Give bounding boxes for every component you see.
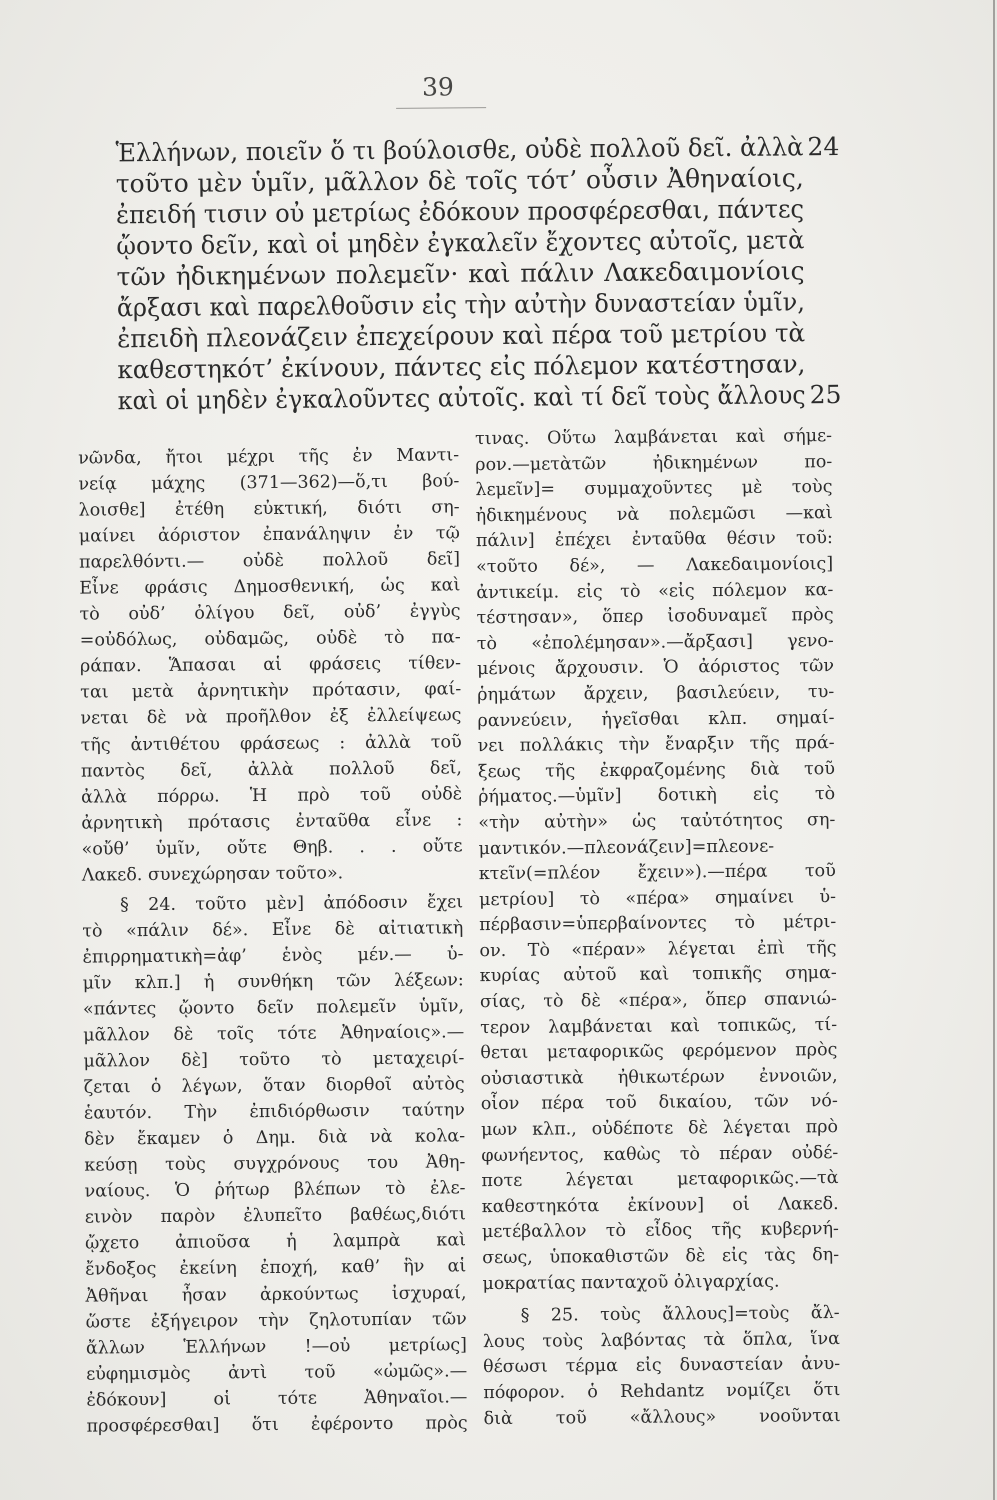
main-text-line-text: ἄρξασι καὶ παρελθοῦσιν εἰς τὴν αὐτὴν δυναστείαν ὑμῖν,: [116, 287, 805, 323]
commentary-line: ἐπιρρηματικὴ=ἀφ’ ἑνὸς μέν.— ὑ-: [82, 944, 464, 968]
commentary-line: μοκρατίας πανταχοῦ ὀλιγαρχίας.: [482, 1271, 780, 1294]
commentary-line: μαντικόν.—πλεονάζειν]=πλεονε-: [478, 836, 775, 859]
commentary-line: λεμεῖν]= συμμαχοῦντες μὲ τοὺς: [475, 477, 833, 501]
commentary-line: τὸ οὐδ’ ὀλίγου δεῖ, οὐδ’ ἐγγὺς: [79, 601, 461, 625]
commentary-line: κεύσῃ τοὺς συγχρόνους του Ἀθη-: [84, 1152, 466, 1176]
commentary-line: «πάντες ᾤοντο δεῖν πολεμεῖν ὑμῖν,: [82, 996, 465, 1020]
commentary-line: ζεται ὁ λέγων, ὅταν διορθοῖ αὐτὸς: [83, 1074, 465, 1098]
commentary-line: μετρίου] τὸ «πέρα» σημαίνει ὑ-: [478, 886, 837, 910]
commentary-line: ρον.—μετὰτῶν ἠδικημένων πο-: [475, 451, 833, 475]
commentary-line: ἀρνητικὴ πρότασις ἐνταῦθα εἶνε :: [81, 809, 463, 834]
commentary-line: πόφορον. ὁ Rehdantz νομίζει ὅτι: [483, 1380, 841, 1404]
commentary-line: ἠδικημένους νὰ πολεμῶσι —καὶ: [475, 502, 833, 526]
commentary-line: ται μετὰ ἀρνητικὴν πρότασιν, φαί-: [80, 679, 462, 704]
commentary-line: τῆς ἀντιθέτου φράσεως : ἀλλὰ τοῦ: [80, 731, 462, 756]
main-text: [115, 131, 842, 416]
commentary-line: ποτε λέγεται μεταφορικῶς.—τὰ: [481, 1168, 839, 1192]
commentary-line: Ἀθῆναι ἦσαν ἀρκούντως ἰσχυραί,: [85, 1282, 467, 1307]
commentary-line: ραννεύειν, ἡγεῖσθαι κλπ. σημαί-: [477, 707, 835, 731]
commentary-right-column: [475, 424, 841, 1432]
commentary-line: ἑαυτόν. Τὴν ἐπιδιόρθωσιν ταύτην: [83, 1100, 465, 1124]
commentary-line: ἀντικείμ. εἰς τὸ «εἰς πόλεμον κα-: [476, 579, 834, 603]
commentary-line: θεται μεταφορικῶς φερόμενον πρὸς: [480, 1040, 838, 1064]
commentary-line: =οὐδόλως, οὐδαμῶς, οὐδὲ τὸ πα-: [79, 627, 461, 651]
commentary-line: § 24. τοῦτο μὲν] ἀπόδοσιν ἔχει: [119, 892, 464, 916]
commentary-line: Λακεδ. συνεχώρησαν τοῦτο».: [81, 863, 344, 886]
main-text-line-text: τοῦτο μὲν ὑμῖν, μᾶλλον δὲ τοῖς τότ’ οὖσιν Ἀθηναίοις,: [115, 163, 804, 199]
main-text-line-text: ἐπειδὴ πλεονάζειν ἐπεχείρουν καὶ πέρα τοῦ μετρίου τὰ: [117, 318, 806, 354]
commentary-line: ὥστε ἐξήγειρον τὴν ζηλοτυπίαν τῶν: [85, 1308, 467, 1333]
commentary-line: καθεστηκότα ἐκίνουν] οἱ Λακεδ.: [481, 1193, 839, 1217]
commentary-line: παντὸς δεῖ, ἀλλὰ πολλοῦ δεῖ,: [80, 757, 462, 782]
commentary-line: φωνήεντος, καθὼς τὸ πέραν οὐδέ-: [481, 1142, 839, 1166]
commentary-line: ῥημάτων ἄρχειν, βασιλεύειν, τυ-: [477, 682, 835, 706]
main-text-line-text: καὶ οἱ μηδὲν ἐγκαλοῦντες αὐτοῖς. καὶ τί δεῖ τοὺς ἄλλους: [117, 380, 806, 416]
main-text-line-text: ἐπειδή τισιν οὐ μετρίως ἐδόκουν προσφέρεσθαι, πάντες: [115, 194, 805, 230]
page-number: 39: [421, 72, 454, 102]
commentary-line: ἄλλων Ἑλλήνων !—οὐ μετρίως]: [85, 1334, 468, 1359]
commentary-line: ῥήματος.—ὑμῖν] δοτικὴ εἰς τὸ: [478, 784, 836, 808]
commentary-line: τὸ «ἐπολέμησαν».—ἄρξασι] γενο-: [476, 630, 834, 654]
main-text-line-text: καθεστηκότ’ ἐκίνουν, πάντες εἰς πόλεμον κατέστησαν,: [117, 349, 806, 385]
main-text-line-text: τῶν ἠδικημένων πολεμεῖν· καὶ πάλιν Λακεδαιμονίοις: [116, 256, 805, 292]
commentary-line: ον. Τὸ «πέραν» λέγεται ἐπὶ τῆς: [479, 937, 837, 962]
commentary-line: ναίους. Ὁ ῥήτωρ βλέπων τὸ ἐλε-: [84, 1178, 466, 1202]
commentary-line: τερον λαμβάνεται καὶ τοπικῶς, τί-: [480, 1014, 838, 1038]
main-text-line-text: ᾤοντο δεῖν, καὶ οἱ μηδὲν ἐγκαλεῖν ἔχοντες αὐτοῖς, μετὰ: [116, 225, 805, 261]
commentary-line: δὲν ἔκαμεν ὁ Δημ. διὰ νὰ κολα-: [84, 1126, 466, 1150]
commentary-line: σίας, τὸ δὲ «πέρα», ὅπερ σπανιώ-: [479, 989, 838, 1013]
commentary-line: λους τοὺς λαβόντας τὰ ὅπλα, ἵνα: [482, 1328, 840, 1352]
commentary-line: μαίνει ἀόριστον ἐπανάληψιν ἐν τῷ: [78, 523, 460, 547]
commentary-line: σεως, ὑποκαθιστῶν δὲ εἰς τὰς δη-: [482, 1245, 840, 1269]
commentary-line: ᾤχετο ἀπιοῦσα ἡ λαμπρὰ καὶ: [84, 1230, 467, 1255]
commentary-line: οὐσιαστικὰ ἠθικωτέρων ἐννοιῶν,: [480, 1065, 838, 1090]
main-text-line-text: Ἑλλήνων, ποιεῖν ὅ τι βούλοισθε, οὐδὲ πολλοῦ δεῖ. ἀλλὰ: [115, 132, 804, 168]
commentary-line: λοισθε] ἐτέθη εὐκτική, διότι ση-: [78, 497, 460, 521]
commentary-line: παρελθόντι.— οὐδὲ πολλοῦ δεῖ]: [79, 549, 461, 573]
page-number-rule: [396, 107, 486, 109]
commentary-line: μῖν κλπ.] ἡ συνθήκη τῶν λέξεων:: [82, 970, 464, 994]
commentary-line: «τὴν αὐτὴν» ὡς ταὐτότητος ση-: [478, 809, 836, 834]
commentary-line: μᾶλλον δὲ] τοῦτο τὸ μεταχειρί-: [83, 1048, 465, 1072]
commentary-line: νῶνδα, ἤτοι μέχρι τῆς ἐν Μαντι-: [78, 445, 460, 469]
commentary-line: εὐφημισμὸς ἀντὶ τοῦ «ὠμῶς».—: [86, 1360, 468, 1385]
commentary-line: ξεως τῆς ἐκφραζομένης διὰ τοῦ: [477, 758, 836, 782]
commentary-line: πέρβασιν=ὑπερβαίνοντες τὸ μέτρι-: [479, 912, 837, 936]
main-text-line: [117, 379, 842, 416]
commentary-line: πάλιν] ἐπέχει ἐνταῦθα θέσιν τοῦ:: [475, 528, 833, 552]
commentary-line: διὰ τοῦ «ἄλλους» νοοῦνται: [483, 1405, 841, 1429]
commentary-line: ράπαν. Ἅπασαι αἱ φράσεις τίθεν-: [79, 653, 462, 678]
commentary-line: ἀλλὰ πόρρω. Ἡ πρὸ τοῦ οὐδὲ: [81, 783, 463, 808]
commentary-line: οἷον πέρα τοῦ δικαίου, τῶν νό-: [480, 1091, 838, 1115]
margin-line-number: 24: [807, 131, 840, 162]
commentary-line: «τοῦτο δέ», — Λακεδαιμονίοις]: [476, 554, 834, 578]
commentary-line: προσφέρεσθαι] ὅτι ἐφέροντο πρὸς: [86, 1413, 468, 1437]
commentary-line: μετέβαλλον τὸ εἶδος τῆς κυβερνή-: [481, 1219, 840, 1243]
commentary-line: θέσωσι τέρμα εἰς δυναστείαν ἀνυ-: [483, 1354, 841, 1378]
commentary-line: κτεῖν(=πλέον ἔχειν»).—πέρα τοῦ: [478, 861, 836, 885]
commentary-line: νεται δὲ νὰ προῆλθον ἐξ ἐλλείψεως: [80, 705, 462, 730]
commentary-line: ἐδόκουν] οἱ τότε Ἀθηναῖοι.—: [86, 1386, 468, 1411]
commentary-line: μων κλπ., οὐδέποτε δὲ λέγεται πρὸ: [480, 1117, 839, 1141]
commentary-line: νει πολλάκις τὴν ἔναρξιν τῆς πρά-: [477, 733, 835, 757]
commentary-line: νείᾳ μάχης (371—362)—ὅ,τι βού-: [78, 471, 460, 495]
commentary-line: τινας. Οὕτω λαμβάνεται καὶ σήμε-: [474, 426, 833, 450]
commentary-line: Εἶνε φράσις Δημοσθενική, ὡς καὶ: [79, 575, 461, 599]
commentary-line: κυρίας αὐτοῦ καὶ τοπικῆς σημα-: [479, 963, 837, 987]
commentary-line: μένοις ἄρχουσιν. Ὁ ἀόριστος τῶν: [476, 656, 835, 680]
commentary-line: § 25. τοὺς ἄλλους]=τοὺς ἄλ-: [520, 1303, 840, 1327]
commentary-line: τὸ «πάλιν δέ». Εἶνε δὲ αἰτιατικὴ: [82, 918, 464, 942]
commentary-line: μᾶλλον δὲ τοῖς τότε Ἀθηναίοις».—: [83, 1022, 465, 1046]
commentary-line: τέστησαν», ὅπερ ἰσοδυναμεῖ πρὸς: [476, 605, 834, 629]
commentary-line: «οὔθ’ ὑμῖν, οὔτε Θηβ. . . οὔτε: [81, 836, 463, 860]
margin-line-number: 25: [809, 379, 842, 410]
commentary-left-column: [78, 442, 468, 1439]
commentary-line: εινὸν παρὸν ἐλυπεῖτο βαθέως,διότι: [84, 1204, 466, 1228]
commentary-line: ἔνδοξος ἐκείνη ἐποχή, καθ’ ἣν αἱ: [85, 1256, 467, 1281]
